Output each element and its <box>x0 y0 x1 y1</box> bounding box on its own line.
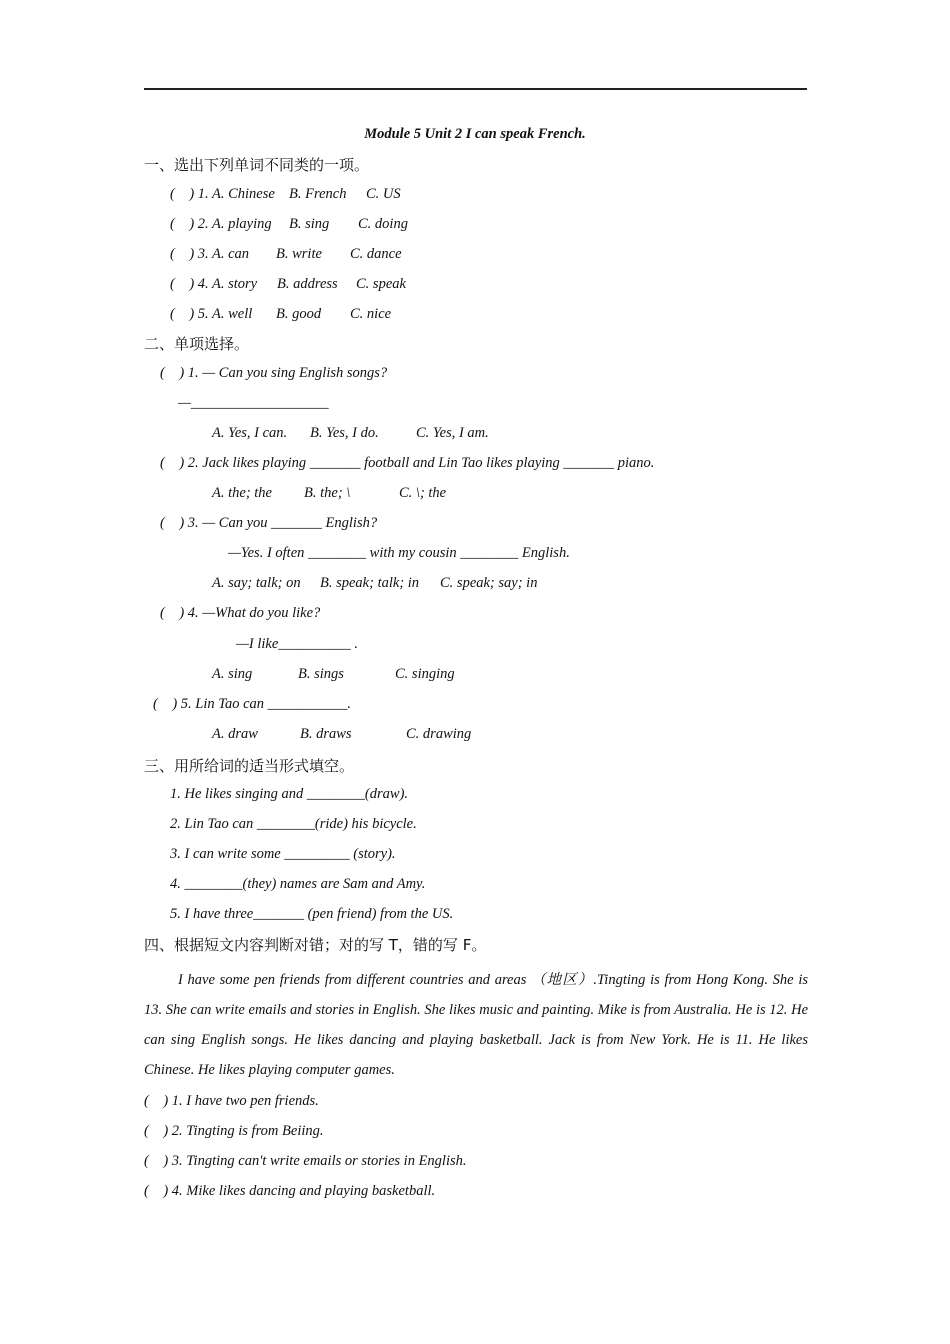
question-stem: ( ) 4. —What do you like? <box>160 605 321 621</box>
page-title: Module 5 Unit 2 I can speak French. <box>364 126 586 142</box>
judge-item: ( ) 4. Mike likes dancing and playing basketball. <box>144 1183 436 1199</box>
option-b: B. French <box>289 186 347 202</box>
option-c: C. doing <box>358 216 408 232</box>
fill-item: 3. I can write some _________ (story). <box>170 846 396 862</box>
option-b: B. draws <box>300 726 352 742</box>
section3-heading: 三、用所给词的适当形式填空。 <box>144 757 355 775</box>
option-b: B. sings <box>298 666 344 682</box>
option-a: A. well <box>212 306 253 322</box>
question-stem: ( ) 5. Lin Tao can ___________. <box>153 696 352 712</box>
item-number: ( ) 1. <box>170 186 209 202</box>
fill-item: 2. Lin Tao can ________(ride) his bicycle. <box>170 816 417 832</box>
option-c: C. speak <box>356 276 406 292</box>
option-a: A. Yes, I can. <box>212 425 288 441</box>
fill-item: 5. I have three_______ (pen friend) from the US. <box>170 906 454 922</box>
question-stem: ( ) 1. — Can you sing English songs? <box>160 365 388 381</box>
item-number: ( ) 3. <box>170 246 209 262</box>
option-c: C. speak; say; in <box>440 575 538 591</box>
question-reply: —I like__________ . <box>236 636 359 652</box>
item-number: ( ) 5. <box>170 306 209 322</box>
option-a: A. can <box>212 246 250 262</box>
fill-item: 1. He likes singing and ________(draw). <box>170 786 409 802</box>
option-b: B. speak; talk; in <box>320 575 420 591</box>
option-a: A. story <box>212 276 258 292</box>
section2-heading: 二、单项选择。 <box>144 335 250 353</box>
judge-item: ( ) 2. Tingting is from Beiing. <box>144 1123 324 1139</box>
option-c: C. singing <box>395 666 455 682</box>
item-number: ( ) 4. <box>170 276 209 292</box>
option-a: A. sing <box>212 666 253 682</box>
option-b: B. sing <box>289 216 330 232</box>
judge-item: ( ) 3. Tingting can't write emails or stories in English. <box>144 1153 467 1169</box>
option-a: A. Chinese <box>212 186 275 202</box>
option-b: B. good <box>276 306 322 322</box>
section4-heading: 四、根据短文内容判断对错；对的写 T，错的写 F。 <box>144 936 487 954</box>
option-a: A. draw <box>212 726 258 742</box>
option-c: C. \; the <box>399 485 447 501</box>
option-b: B. write <box>276 246 322 262</box>
option-b: B. address <box>277 276 338 292</box>
header-rule <box>144 88 807 90</box>
option-b: B. Yes, I do. <box>310 425 379 441</box>
judge-item: ( ) 1. I have two pen friends. <box>144 1093 319 1109</box>
item-number: ( ) 2. <box>170 216 209 232</box>
option-a: A. playing <box>212 216 272 232</box>
answer-line: —___________________ <box>178 395 329 411</box>
option-c: C. Yes, I am. <box>416 425 489 441</box>
option-c: C. drawing <box>406 726 472 742</box>
option-c: C. dance <box>350 246 402 262</box>
option-c: C. nice <box>350 306 392 322</box>
reading-passage: I have some pen friends from different countries and areas （地区）.Tingting is from Hong Kong. She is 13. She can write emails and stories in English. She likes music and painting. Mike is from Australia. He is 12. He can sing English songs. He likes dancing and playing basketball. Jack is from New York. He is 11. He likes Chinese. He likes playing computer games. <box>144 972 808 1078</box>
option-a: A. the; the <box>212 485 272 501</box>
option-a: A. say; talk; on <box>212 575 301 591</box>
question-stem: ( ) 2. Jack likes playing _______ football and Lin Tao likes playing _______ piano. <box>160 455 655 471</box>
option-b: B. the; \ <box>304 485 351 501</box>
question-stem: ( ) 3. — Can you _______ English? <box>160 515 378 531</box>
option-c: C. US <box>366 186 401 202</box>
section1-heading: 一、选出下列单词不同类的一项。 <box>144 156 370 174</box>
fill-item: 4. ________(they) names are Sam and Amy. <box>170 876 426 892</box>
question-reply: —Yes. I often ________ with my cousin ________ English. <box>228 545 570 561</box>
